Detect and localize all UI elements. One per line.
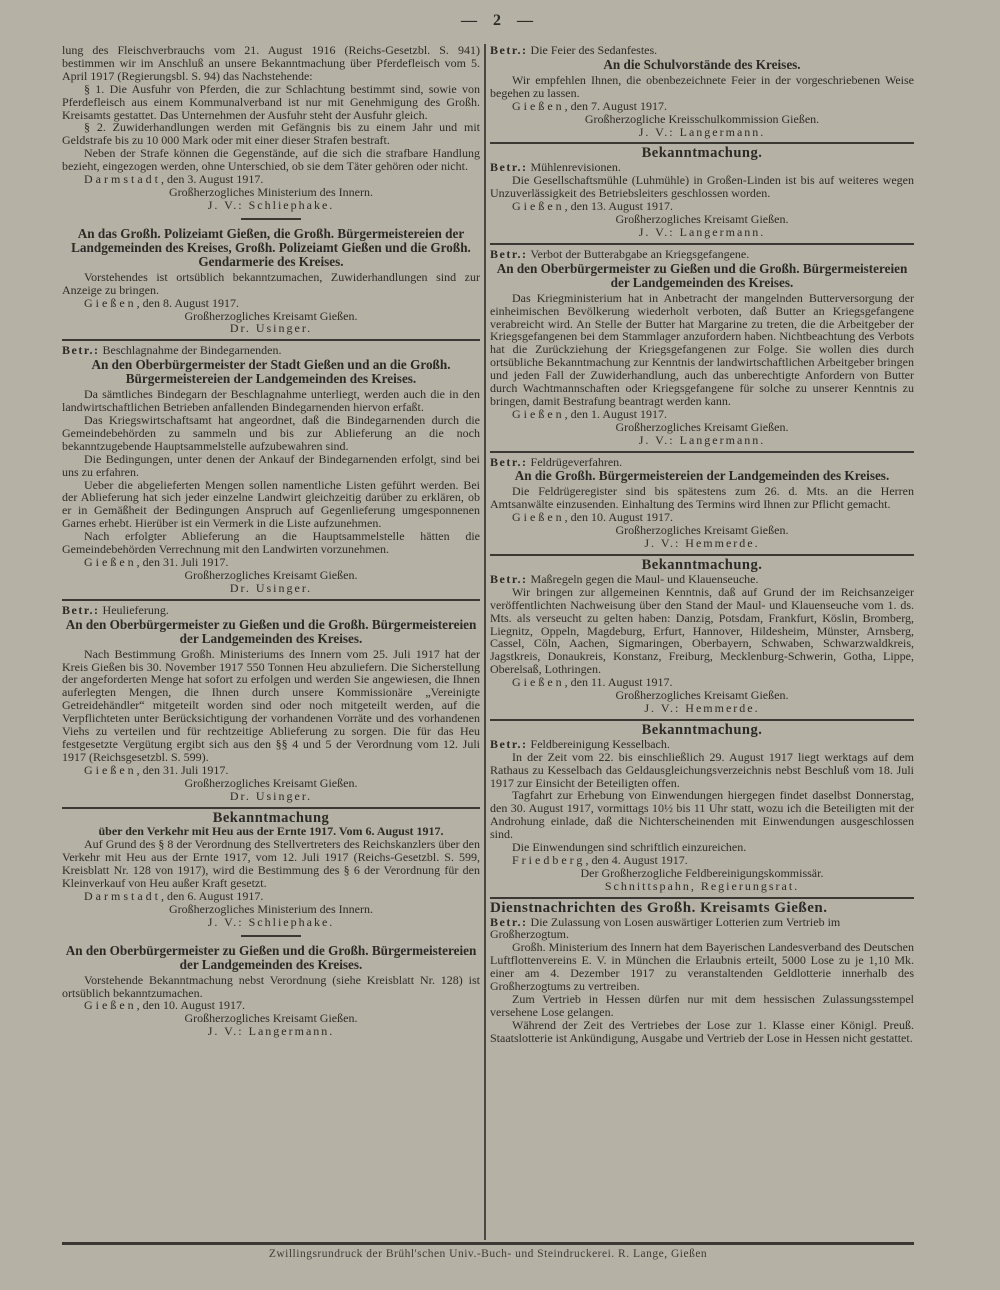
subject-line [490, 916, 914, 942]
issuing-authority: Großherzogliches Kreisamt Gießen. [184, 1011, 358, 1026]
signature: J. V.: Langermann. [638, 224, 766, 239]
notice-section [490, 559, 914, 715]
subject-label: Betr.: [490, 43, 528, 57]
paragraph: Tagfahrt zur Erhebung von Einwendungen hiergegen findet daselbst Donnerstag, den 30. August 1917, vormittags 10½ bis 11 Uhr statt, wozu ich die Beteiligten mit der Androhung einlade, daß die Nichterscheinenden mit Einwendungen ausgeschlossen sind. [490, 788, 914, 842]
subject-line [490, 456, 914, 469]
signature: Dr. Usinger. [229, 788, 313, 803]
notice-section [490, 721, 914, 893]
subject-label: Betr.: [490, 246, 528, 261]
place: Gießen [84, 762, 137, 777]
subject-line [490, 573, 914, 586]
place: Gießen [84, 998, 137, 1013]
date: , den 4. August 1917. [585, 852, 688, 867]
issuing-authority: Großherzogliche Kreisschulkommission Gießen. [584, 111, 820, 126]
notice-section [490, 147, 914, 238]
paragraph: Ueber die abgelieferten Mengen sollen namentliche Listen geführt werden. Bei der Ablieferung hat sich jeder einzelne Landwirt gleichzeitig darüber zu erklären, ob er in Gemäßheit der Bedingungen Anspruch auf Gegenlieferung umgesponnenen Garnes erhebt. Hierüber ist ein Vermerk in die Liste aufzunehmen. [62, 477, 480, 531]
place-date [62, 764, 480, 777]
paragraph: Großh. Ministerium des Innern hat dem Bayerischen Landesverband des Deutschen Luftflottenvereins E. V. in München die Erlaubnis erteilt, 5000 Lose zu je 1,10 Mk. einer am 4. Dezember 1917 zu veranstaltenden Geldlotterie innerhalb des Großherzogtums zu vertreiben. [490, 940, 914, 994]
subject-label: Betr.: [490, 736, 528, 751]
date: , den 31. Juli 1917. [136, 762, 229, 777]
signature: J. V.: Schliephake. [207, 914, 335, 929]
subject-label: Betr.: [490, 160, 528, 175]
date: , den 11. August 1917. [564, 675, 673, 690]
addressee: An die Schulvorstände des Kreises. [603, 56, 801, 72]
paragraph: In der Zeit vom 22. bis einschließlich 29. August 1917 liegt werktags auf dem Rathaus zu Kesselbach das Geldausgleichungsverzeichnis nebst Beschluß vom 18. Juli 1917 zur Einsicht der Beteiligten offen. [490, 749, 914, 790]
place: Friedberg [512, 852, 586, 867]
place-date [490, 100, 914, 113]
paragraph: Nach Bestimmung Großh. Ministeriums des Innern vom 25. Juli 1917 hat der Kreis Gießen bis 30. November 1917 550 Tonnen Heu abzuliefern. Die Sicherstellung der angeforderten Menge hat sofort zu erfolgen und werden Sie angewiesen, die Ihnen auferlegten Mengen, die Ihnen durch unsere Kommissionäre „Vereinigte Getreidehändler“ mitgeteilt worden sind oder noch mitgeteilt werden, auf die Verpflichteten unter Berücksichtigung der vorhandenen Vorräte und des vorhandenen Viehs zu verteilen und für rechtzeitige Ablieferung zu sorgen. Die für das Heu festgesetzte Vergütung ergibt sich aus den §§ 4 und 5 der Verordnung vom 12. Juli 1917 (Reichsgesetzbl. S. 599). [62, 646, 480, 764]
section-rule [490, 243, 914, 245]
subject-text: Verbot der Butterabgabe an Kriegsgefangene. [530, 246, 750, 261]
issuing-authority: Großherzogliches Ministerium des Innern. [169, 184, 373, 199]
subject-text: Feldbereinigung Kesselbach. [530, 736, 670, 751]
notice-section [62, 944, 480, 1039]
place: Gießen [512, 406, 565, 421]
issuing-authority: Großherzogliches Kreisamt Gießen. [615, 688, 789, 703]
right-column [490, 44, 914, 1045]
place: Gießen [84, 555, 137, 569]
paragraph: § 2. Zuwiderhandlungen werden mit Gefängnis bis zu einem Jahr und mit Geldstrafe bis zu 10 000 Mark oder mit einer dieser Strafen bestraft. [62, 120, 480, 148]
issuing-authority: Großherzogliches Kreisamt Gießen. [615, 419, 789, 434]
page-number: — 2 — [461, 12, 539, 29]
paragraph: Die Einwendungen sind schriftlich einzureichen. [512, 840, 747, 855]
paragraph: Wir bringen zur allgemeinen Kenntnis, daß auf Grund der im Reichsanzeiger veröffentlichten Nachweisung über den Stand der Maul- und Klauenseuche vom 1. ds. Mts. als verseucht zu gelten haben: Danzig, Potsdam, Frankfurt, Köslin, Bromberg, Liegnitz, Oppeln, Magdeburg, Erfurt, Hannover, Hildesheim, Münster, Arnsberg, Cassel, Cöln, Aachen, Sigmaringen, Oberbayern, Schwaben, Schwarzwaldkreis, Jagstkreis, Donaukreis, Konstanz, Freiburg, Mecklenburg-Schwerin, Gotha, Lippe, Oberelsaß, Lothringen. [490, 584, 914, 677]
paragraph: Vorstehende Bekanntmachung nebst Verordnung (siehe Kreisblatt Nr. 128) ist ortsüblich bekanntzumachen. [62, 972, 480, 1000]
subject-text: Maßregeln gegen die Maul- und Klauenseuche. [530, 571, 759, 586]
subject-label: Betr.: [490, 571, 528, 586]
signature: J. V.: Langermann. [638, 432, 766, 447]
signature: Dr. Usinger. [229, 580, 313, 595]
notice-title: Dienstnachrichten des Großh. Kreisamts Gießen. [490, 899, 828, 916]
paragraph: Neben der Strafe können die Gegenstände, auf die sich die strafbare Handlung bezieht, eingezogen werden, ohne Unterschied, ob sie dem Täter gehören oder nicht. [62, 146, 480, 174]
subject-label: Betr.: [62, 602, 100, 617]
short-rule [241, 935, 301, 937]
notice-section [490, 899, 914, 1045]
addressee: An den Oberbürgermeister der Stadt Gießen und an die Großh. Bürgermeistereien der Landgemeinden des Kreises. [91, 357, 451, 387]
section-rule [62, 807, 480, 809]
subject-label: Betr.: [490, 914, 528, 929]
paragraph: Die Bedingungen, unter denen der Ankauf der Bindegarnenden erfolgt, sind bei uns zu erfahren. [62, 451, 480, 479]
column-divider [484, 44, 486, 1240]
paragraph: Vorstehendes ist ortsüblich bekanntzumachen, Zuwiderhandlungen sind zur Anzeige zu bringen. [62, 269, 480, 297]
notice-section [62, 344, 480, 594]
subject-text: Feldrügeverfahren. [530, 454, 623, 469]
paragraph: Nach erfolgter Ablieferung an die Hauptsammelstelle hätten die Gemeindebehörden Verrechnung mit den Landwirten vorzunehmen. [62, 529, 480, 557]
paragraph: lung des Fleischverbrauchs vom 21. August 1916 (Reichs-Gesetzbl. S. 941) bestimmen wir im Anschluß an unsere Bekanntmachung über Pferdefleisch vom 5. April 1917 (Regierungsbl. S. 94) das Nachstehende: [62, 43, 480, 83]
paragraph: § 1. Die Ausfuhr von Pferden, die zur Schlachtung bestimmt sind, sowie von Pferdefleisch aus einem Kommunalverband ist nur mit Genehmigung des Großh. Kreisamts gestattet. Das Unternehmen der Ausfuhr steht der Ausfuhr gleich. [62, 81, 480, 122]
signature: J. V.: Hemmerde. [644, 536, 760, 551]
place-date [62, 890, 480, 903]
notice-section [490, 456, 914, 550]
subject-line [62, 604, 480, 617]
notice-section [62, 809, 480, 929]
subject-line [490, 738, 914, 751]
paragraph: Das Kriegswirtschaftsamt hat angeordnet, daß die Bindegarnenden durch die Gemeindebehörden zu sammeln und bis zur Ablieferung an die noch bekanntzugebende Hauptsammelstelle aufzubewahren sind. [62, 413, 480, 453]
section-rule [490, 719, 914, 721]
date: , den 13. August 1917. [564, 199, 673, 214]
date: , den 1. August 1917. [564, 406, 667, 421]
subject-line [490, 44, 914, 57]
subject-label: Betr.: [490, 454, 528, 469]
notice-title: Bekanntmachung [212, 809, 330, 826]
addressee: An den Oberbürgermeister zu Gießen und die Großh. Bürgermeistereien der Landgemeinden des Kreises. [496, 260, 908, 290]
notice-title: Bekanntmachung. [641, 557, 763, 573]
notice-section [490, 248, 914, 447]
issuing-authority: Der Großherzogliche Feldbereinigungskommissär. [580, 865, 824, 880]
notice-section [62, 604, 480, 803]
paragraph: Da sämtliches Bindegarn der Beschlagnahme unterliegt, werden auch die in den landwirtschaftlichen Betrieben anfallenden Bindegarnenden hiervon erfaßt. [62, 387, 480, 415]
paragraph: Auf Grund des § 8 der Verordnung des Stellvertreters des Reichskanzlers über den Verkehr mit Heu aus der Ernte 1917, vom 12. Juli 1917 (Reichs-Gesetzbl. S. 599, Kreisblatt Nr. 128 von 1917), wird die Bestimmung des § 6 der Verordnung für den Kleinverkauf von Heu außer Kraft gesetzt. [62, 837, 480, 891]
paragraph: Die Gesellschaftsmühle (Luhmühle) in Großen-Linden ist bis auf weiteres wegen Unzuverlässigkeit des Betriebsleiters geschlossen worden. [490, 173, 914, 201]
issuing-authority: Großherzogliches Kreisamt Gießen. [184, 775, 358, 790]
section-rule [62, 339, 480, 341]
addressee: An den Oberbürgermeister zu Gießen und die Großh. Bürgermeistereien der Landgemeinden des Kreises. [65, 942, 477, 972]
paragraph: Die Feldrügeregister sind bis spätestens zum 26. d. Mts. an die Herren Amtsanwälte einzusenden. Einhaltung des Termins wird Ihnen zur Pflicht gemacht. [490, 484, 914, 512]
left-column [62, 44, 480, 1038]
notice-subtitle: über den Verkehr mit Heu aus der Ernte 1917. Vom 6. August 1917. [98, 824, 444, 839]
paragraph: Wir empfehlen Ihnen, die obenbezeichnete Feier in der vorgeschriebenen Weise begehen zu lassen. [490, 72, 914, 100]
signature: Dr. Usinger. [229, 321, 313, 336]
signature: J. V.: Langermann. [638, 124, 766, 139]
addressee: An den Oberbürgermeister zu Gießen und die Großh. Bürgermeistereien der Landgemeinden des Kreises. [65, 616, 477, 646]
place-date [490, 408, 914, 421]
place: Gießen [512, 510, 565, 525]
issuing-authority: Großherzogliches Kreisamt Gießen. [615, 211, 789, 226]
issuing-authority: Großherzogliches Kreisamt Gießen. [184, 308, 358, 323]
section-rule [490, 897, 914, 899]
place-date [62, 297, 480, 310]
date: , den 6. August 1917. [161, 888, 264, 903]
place: Darmstadt [84, 888, 161, 903]
paragraph: Das Kriegministerium hat in Anbetracht der mangelnden Butterversorgung der einheimischen Bevölkerung wiederholt verboten, daß Butter an Kriegsgefangene verabreicht wird. An Stelle der Butter hat Margarine zu treten, die die Arbeitgeber der Kriegsgefangenen bei dem Stammlager anzufordern haben. Nichtbeachtung des Verbots hat die Zurückziehung der Kriegsgefangenen zur Folge. Sie wollen dies durch ortsübliche Bekanntmachung zur Kenntnis der landwirtschaftlichen Arbeitgeber bringen und jeden Fall der Zuwiderhandlung, auch das unberechtigte Anfordern von Butter durch Wachtmannschaften oder Kriegsgefangene für solche zu unserer Kenntnis zu bringen, damit Bestrafung beantragt werden kann. [490, 290, 914, 408]
place-date [62, 556, 480, 569]
subject-text: Beschlagnahme der Bindegarnenden. [102, 343, 282, 358]
section-rule [62, 599, 480, 601]
issuing-authority: Großherzogliches Kreisamt Gießen. [615, 523, 789, 538]
subject-line [490, 248, 914, 261]
date: , den 10. August 1917. [136, 998, 245, 1013]
signature: J. V.: Schliephake. [207, 197, 335, 212]
date: , den 31. Juli 1917. [136, 555, 229, 569]
place-date [490, 854, 914, 867]
place: Gießen [84, 295, 137, 310]
short-rule [241, 218, 301, 220]
date: , den 10. August 1917. [564, 510, 673, 525]
signature: J. V.: Hemmerde. [644, 700, 760, 715]
place: Darmstadt [84, 172, 161, 187]
signature: J. V.: Langermann. [207, 1024, 335, 1039]
printer-imprint: Zwillingsrundruck der Brühl'schen Univ.-Buch- und Steindruckerei. R. Lange, Gießen [62, 1242, 914, 1260]
notice-section [62, 44, 480, 212]
signature: Schnittspahn, Regierungsrat. [604, 878, 800, 893]
section-rule [490, 142, 914, 144]
date: , den 7. August 1917. [564, 98, 667, 113]
subject-line [62, 344, 480, 357]
notice-title: Bekanntmachung. [641, 145, 763, 162]
subject-text: Die Feier des Sedanfestes. [530, 43, 658, 57]
issuing-authority: Großherzogliches Kreisamt Gießen. [184, 567, 358, 582]
subject-text: Heulieferung. [102, 602, 169, 617]
paragraph: Während der Zeit des Vertriebes der Lose zur 1. Klasse einer Königl. Preuß. Staatslotterie ist Ankündigung, Ausgabe und Vertrieb der Lose in Hessen nicht gestattet. [490, 1017, 914, 1045]
section-rule [490, 451, 914, 453]
place: Gießen [512, 675, 565, 690]
issuing-authority: Großherzogliches Ministerium des Innern. [169, 901, 373, 916]
subject-text: Mühlenrevisionen. [530, 160, 621, 175]
paragraph: Zum Vertrieb in Hessen dürfen nur mit dem hessischen Zulassungsstempel versehene Lose gelangen. [490, 992, 914, 1019]
date: , den 8. August 1917. [136, 295, 239, 310]
notice-section [62, 227, 480, 336]
addressee: An die Großh. Bürgermeistereien der Landgemeinden des Kreises. [514, 468, 890, 484]
section-rule [490, 554, 914, 556]
notice-title: Bekanntmachung. [641, 721, 763, 738]
notice-section [490, 44, 914, 138]
place: Gießen [512, 98, 565, 113]
date: , den 3. August 1917. [161, 172, 264, 187]
place: Gießen [512, 199, 565, 214]
addressee: An das Großh. Polizeiamt Gießen, die Großh. Bürgermeistereien der Landgemeinden des Kreises, Großh. Polizeiamt Gießen und die Großh. Gendarmerie des Kreises. [71, 225, 471, 269]
subject-label: Betr.: [62, 343, 100, 358]
subject-text: Die Zulassung von Losen auswärtiger Lotterien zum Vertrieb im Großherzogtum. [490, 914, 841, 942]
